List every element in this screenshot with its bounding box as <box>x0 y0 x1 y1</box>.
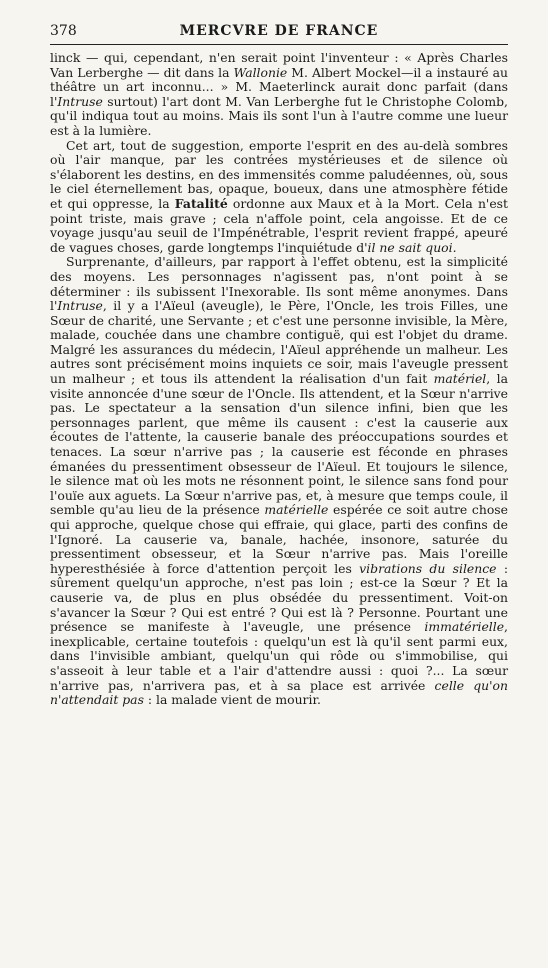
text-run: : sûrement quelqu'un approche, n'est pas loin ; est-ce la Sœur ? Et la causerie va, de plus en plus obsédée du pressentiment. Voit-on s'avancer la Sœur ? Qui est entré ? Qui est là ? Personne. Pourtant une présence se manifeste à l'aveugle, une présence <box>50 560 508 635</box>
text-run: ordonne aux Maux et à la Mort. Cela n'est point triste, mais grave ; cela n'affole point, cela angoisse. Et de ce voyage jusqu'au seuil de l'Impénétrable, l'esprit revient frappé, apeuré de vagues choses, garde longtemps l'inquiétude d' <box>50 195 508 255</box>
paragraph-1 <box>50 51 508 139</box>
italic-phrase: matérielle <box>264 502 329 518</box>
text-run: , la visite annoncée d'une sœur de l'Oncle. Ils attendent, et la Sœur n'arrive pas. Le spectateur a la sensation d'un silence infini, bien que les personnages parlent, que même ils causent : c'est la causerie aux écoutes de l'attente, la causerie banale des préoccupations sourdes et tenaces. La sœur n'arrive pas ; la causerie est féconde en phrases émanées du pressentiment obsesseur de l'Aïeul. Et toujours le silence, le silence mat où les mots ne résonnent point, le silence sans fond pour l'ouïe aux aguets. La Sœur n'arrive pas, et, à mesure que temps coule, il semble qu'au lieu de la présence <box>50 371 508 518</box>
italic-phrase: vibrations du silence <box>359 560 497 576</box>
text-run: Cet art, tout de suggestion, emporte l'esprit en des au-delà sombres où l'air manque, par les contrées mystérieuses et de silence où s'élaborent les destins, en des immensités comme paludéennes, où, sous le ciel éternellement bas, opaque, boueux, dans une atmosphère fétide et qui oppresse, la <box>50 137 508 211</box>
text-run: , inexplicable, certaine toutefois : quelqu'un est là qu'il sent parmi eux, dans l'invisible ambiant, quelqu'un qui rôde ou s'immobilise, qui s'asseoit à leur table et a l'air d'attendre aussi : quoi ?... La sœur n'arrive pas, n'arrivera pas, et à sa place est arrivée <box>50 619 508 693</box>
paragraph-3 <box>50 255 508 707</box>
page-header <box>50 22 508 40</box>
italic-phrase: matériel <box>433 371 487 387</box>
italic-phrase: celle qu'on n'attendait pas <box>50 677 508 708</box>
header-rule <box>50 44 508 45</box>
italic-phrase: Intruse <box>57 298 103 314</box>
body-text <box>50 51 508 708</box>
text-run: Surprenante, d'ailleurs, par rapport à l'effet obtenu, est la simplicité des moyens. Les personnages n'agissent pas, n'ont point à se déterminer : ils subissent l'Inexorable. Ils sont même anonymes. Dans l' <box>50 254 508 314</box>
paragraph-2 <box>50 139 508 256</box>
italic-phrase: il ne sait quoi. <box>367 239 457 255</box>
italic-phrase: Intruse <box>57 93 103 109</box>
text-run: linck — qui, cependant, n'en serait point l'inventeur : « Après Charles Van Lerberghe — dit dans la <box>50 50 508 80</box>
text-run: M. Albert Mockel—il a instauré au théâtre un art inconnu... » M. Maeterlinck aurait donc parfait (dans l' <box>50 64 509 109</box>
running-title: MERCVRE DE FRANCE <box>179 23 379 39</box>
text-run: espérée ce soit autre chose qui approche, quelque chose qui effraie, qui glace, parti des confins de l'Ignoré. La causerie va, banale, hachée, insonore, saturée du pressentiment obsesseur, et la Sœur n'arrive pas. Mais l'oreille hyperesthésiée à force d'attention perçoit les <box>50 502 508 576</box>
page-number: 378 <box>50 23 77 39</box>
text-run: , il y a l'Aïeul (aveugle), le Père, l'Oncle, les trois Filles, une Sœur de charité, une Servante ; et c'est une personne invisible, la Mère, malade, couchée dans une chambre contiguë, qui est l'objet du drame. Malgré les assurances du médecin, l'Aïeul appréhende un malheur. Les autres sont précisément moins inquiets ce soir, mais l'aveugle pressent un malheur ; et tous ils attendent la réalisation d'un fait <box>50 298 508 387</box>
text-run: surtout) l'art dont M. Van Lerberghe fut le Christophe Colomb, qu'il indiqua tout au moins. Mais ils sont l'un à l'autre comme une lueur est à la lumière. <box>50 93 508 138</box>
italic-phrase: Wallonie <box>233 64 288 80</box>
italic-phrase: immatérielle <box>424 619 505 635</box>
emphasized-word: Fatalité <box>174 195 228 211</box>
text-run: : la malade vient de mourir. <box>143 692 321 708</box>
